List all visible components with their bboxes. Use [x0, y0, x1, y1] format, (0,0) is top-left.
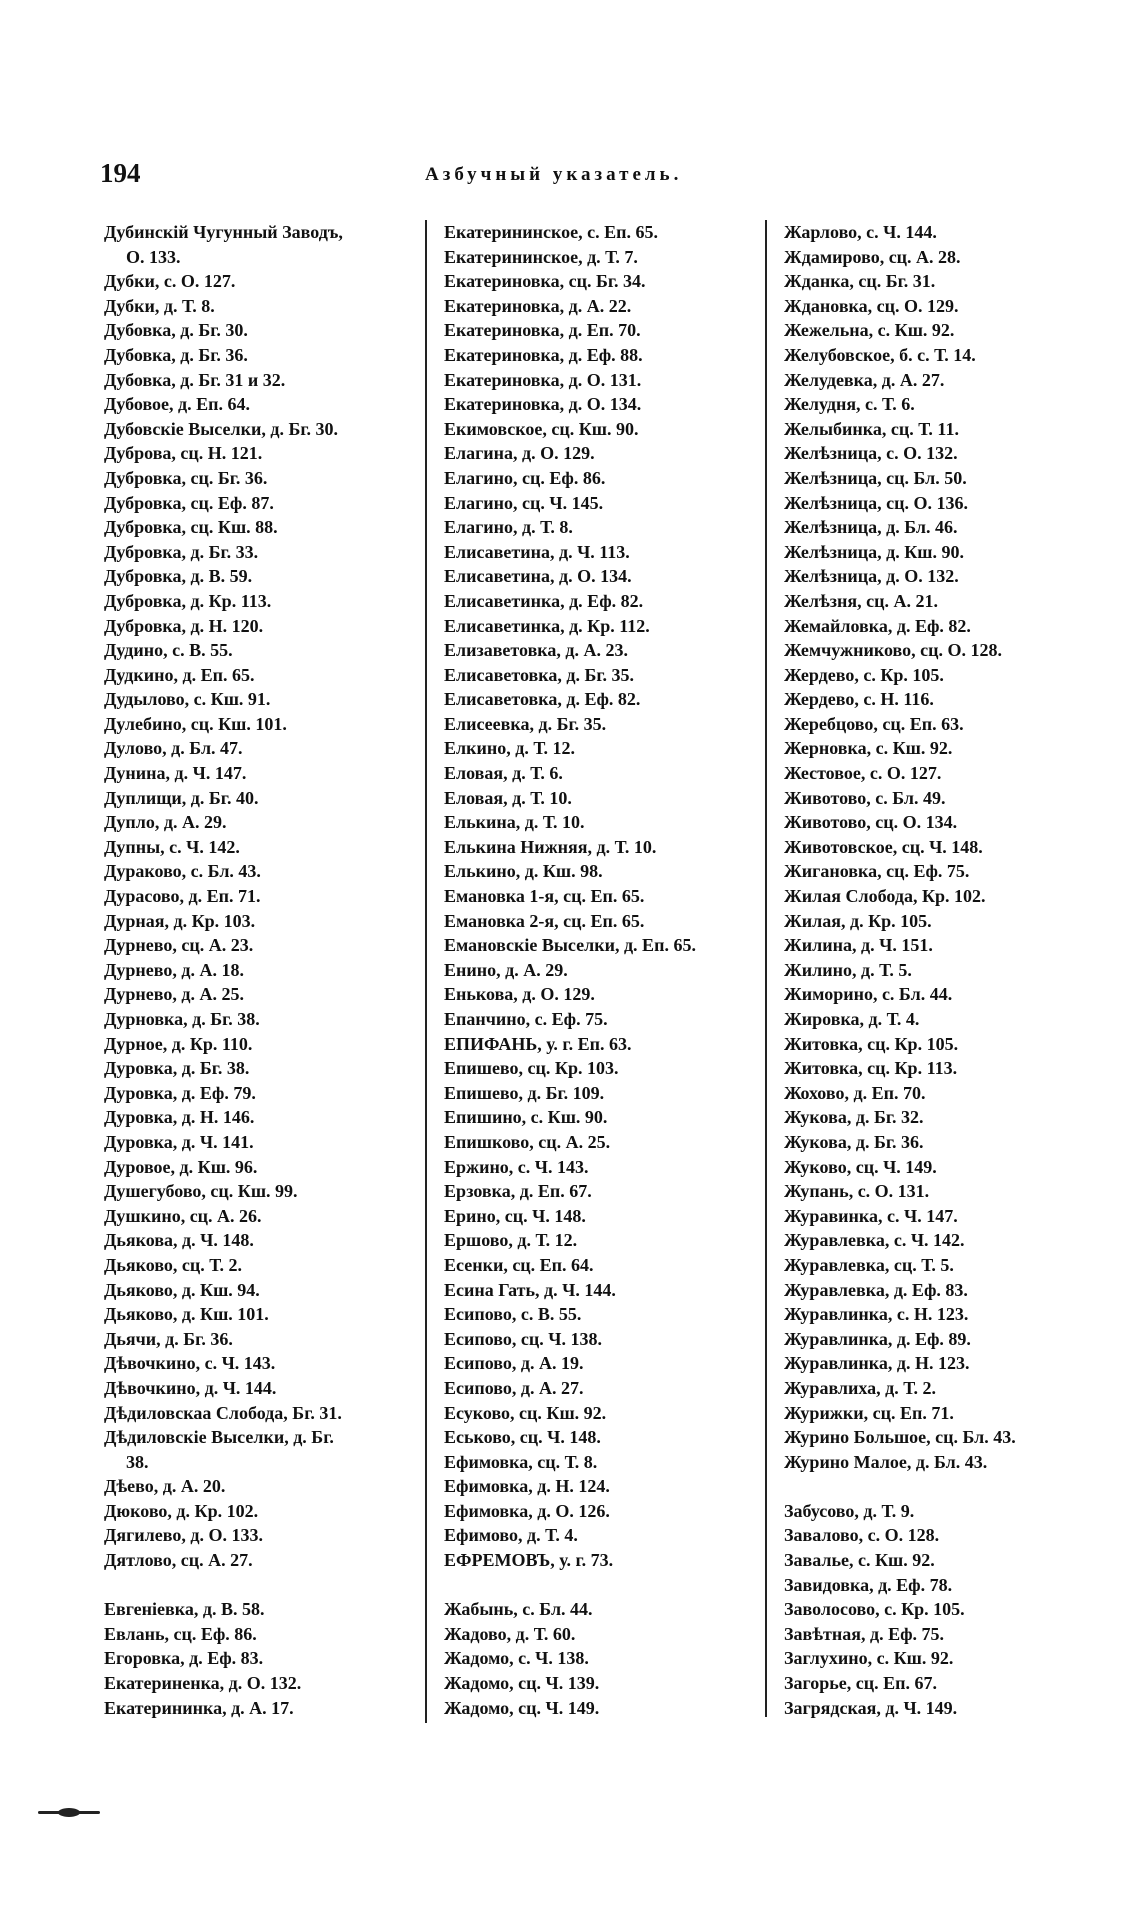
index-entry: Житовка, сц. Кр. 105.	[784, 1033, 959, 1054]
index-entry: Журино Большое, сц. Бл. 43.	[784, 1427, 1016, 1448]
index-entry: Есенки, сц. Еп. 64.	[444, 1254, 594, 1275]
index-entry: Жарлово, с. Ч. 144.	[784, 222, 937, 242]
index-entry: Екатерининское, д. Т. 7.	[444, 246, 638, 267]
index-entry: Дѣево, д. А. 20.	[104, 1476, 226, 1497]
index-entry: Желѣзница, с. О. 132.	[784, 443, 958, 464]
index-entry: Жилая Слобода, Кр. 102.	[784, 886, 986, 907]
index-entry: Елисаветинка, д. Еф. 82.	[444, 590, 644, 611]
index-entry: Дудылово, с. Кш. 91.	[104, 689, 271, 710]
index-entry: Емановка 1-я, сц. Еп. 65.	[444, 886, 645, 907]
index-entry: Дурновка, д. Бг. 38.	[104, 1009, 260, 1029]
index-entry: Екимовское, сц. Кш. 90.	[444, 418, 639, 439]
index-entry: Журавлиха, д. Т. 2.	[784, 1377, 936, 1398]
index-entry: Ефимовка, д. Н. 124.	[444, 1476, 610, 1497]
index-entry: Дьяково, сц. Т. 2.	[104, 1254, 242, 1275]
index-entry: Жданка, сц. Бг. 31.	[784, 271, 936, 292]
index-entry: Дьяково, д. Кш. 101.	[104, 1304, 269, 1325]
index-entry: Ерино, сц. Ч. 148.	[444, 1205, 586, 1226]
index-entry: Журавлинка, с. Н. 123.	[784, 1304, 969, 1325]
index-entry: Екатериновка, д. А. 22.	[444, 295, 632, 316]
index-entry: Дупны, с. Ч. 142.	[104, 836, 240, 857]
index-entry: Жилая, д. Кр. 105.	[784, 910, 932, 931]
index-entry: Дуровое, д. Кш. 96.	[104, 1156, 258, 1177]
index-entry: Дураково, с. Бл. 43.	[104, 861, 261, 882]
index-entry: Животовское, сц. Ч. 148.	[784, 836, 983, 857]
index-entry: Елисаветина, д. О. 134.	[444, 566, 632, 587]
index-entry: Желѣзня, сц. А. 21.	[784, 590, 938, 611]
index-column-1	[104, 220, 434, 1720]
index-entry: Завѣтная, д. Еф. 75.	[784, 1623, 945, 1644]
index-entry: Жохово, д. Еп. 70.	[784, 1082, 926, 1103]
index-entry: Животово, с. Бл. 49.	[784, 787, 946, 808]
index-entry: Елькино, д. Кш. 98.	[444, 861, 603, 882]
index-entry: Дьякова, д. Ч. 148.	[104, 1230, 254, 1251]
index-entry: Дубровка, сц. Кш. 88.	[104, 517, 278, 538]
index-entry: Екатерининское, с. Еп. 65.	[444, 222, 658, 242]
index-entry: Дурное, д. Кр. 110.	[104, 1033, 253, 1054]
index-entry: Дулово, д. Бл. 47.	[104, 738, 243, 759]
index-entry: Дѣдиловскаа Слобода, Бг. 31.	[104, 1402, 342, 1423]
index-entry: Елькина Нижняя, д. Т. 10.	[444, 836, 657, 857]
index-entry: Дьячи, д. Бг. 36.	[104, 1328, 233, 1349]
index-entry: Журавлевка, с. Ч. 142.	[784, 1230, 965, 1251]
index-entry: Дурнево, д. А. 18.	[104, 959, 244, 980]
index-entry: Ждамирово, сц. А. 28.	[784, 246, 961, 267]
index-entry: Дубровка, сц. Бг. 36.	[104, 467, 268, 488]
index-entry: Жеребцово, сц. Еп. 63.	[784, 713, 964, 734]
section-gap	[444, 1573, 764, 1598]
index-entry: Дятлово, сц. А. 27.	[104, 1550, 253, 1571]
index-entry: О. 133.	[126, 246, 181, 267]
index-entry: Загрядская, д. Ч. 149.	[784, 1697, 958, 1718]
index-entry: Жигановка, сц. Еф. 75.	[784, 861, 970, 882]
index-column-3	[784, 220, 1104, 1720]
index-entry: Желудевка, д. А. 27.	[784, 369, 945, 390]
column-divider	[765, 220, 767, 1717]
index-entry: Елисаветовка, д. Еф. 82.	[444, 689, 641, 710]
index-entry: Елагино, сц. Еф. 86.	[444, 467, 606, 488]
index-entry: Жестовое, с. О. 127.	[784, 763, 942, 784]
index-entry: Жуково, сц. Ч. 149.	[784, 1156, 937, 1177]
index-entry: Епишево, д. Бг. 109.	[444, 1082, 605, 1103]
index-entry: Ефимово, д. Т. 4.	[444, 1525, 578, 1546]
index-entry: Журавинка, с. Ч. 147.	[784, 1205, 958, 1226]
index-entry: Дѣвочкино, с. Ч. 143.	[104, 1353, 276, 1374]
index-entry: Дурнево, сц. А. 23.	[104, 935, 254, 956]
index-entry: Журавлевка, сц. Т. 5.	[784, 1254, 954, 1275]
index-entry: Жадово, д. Т. 60.	[444, 1623, 576, 1644]
index-entry: Епишино, с. Кш. 90.	[444, 1107, 608, 1128]
index-entry: Желудня, с. Т. 6.	[784, 394, 915, 415]
index-entry: Желубовское, б. с. Т. 14.	[784, 344, 976, 365]
index-entry: Епишево, сц. Кр. 103.	[444, 1058, 619, 1079]
index-entry: Ждановка, сц. О. 129.	[784, 295, 959, 316]
index-entry: Житовка, сц. Кр. 113.	[784, 1058, 958, 1079]
index-entry: Дубовка, д. Бг. 31 и 32.	[104, 369, 286, 390]
index-entry: Дубинскій Чугунный Заводъ,	[104, 222, 343, 242]
index-entry: Есипово, д. А. 19.	[444, 1353, 584, 1374]
index-entry: Жабынь, с. Бл. 44.	[444, 1599, 593, 1620]
index-entry: Загорье, сц. Еп. 67.	[784, 1673, 937, 1694]
index-entry: Епишково, сц. А. 25.	[444, 1131, 611, 1152]
page-header	[100, 158, 1050, 198]
index-entry: Желѣзница, д. О. 132.	[784, 566, 959, 587]
index-entry: Заволосово, с. Кр. 105.	[784, 1599, 965, 1620]
index-entry: Жилино, д. Т. 5.	[784, 959, 912, 980]
index-entry: Есипово, с. В. 55.	[444, 1304, 582, 1325]
index-entry: Елисаветовка, д. Бг. 35.	[444, 664, 635, 685]
index-entry: Елагино, д. Т. 8.	[444, 517, 573, 538]
index-entry: Дубровка, сц. Еф. 87.	[104, 492, 274, 513]
index-column-2	[444, 220, 764, 1720]
index-entry: Дубровка, д. Н. 120.	[104, 615, 264, 636]
index-entry: Жердево, с. Кр. 105.	[784, 664, 944, 685]
index-entry: Дуброва, сц. Н. 121.	[104, 443, 263, 464]
index-entry: Емановскіе Выселки, д. Еп. 65.	[444, 935, 696, 956]
index-entry: Енино, д. А. 29.	[444, 959, 568, 980]
index-entry: Душкино, сц. А. 26.	[104, 1205, 262, 1226]
index-entry: Дудино, с. В. 55.	[104, 640, 233, 661]
index-entry: Дуровка, д. Н. 146.	[104, 1107, 255, 1128]
index-entry: Ефимовка, д. О. 126.	[444, 1500, 610, 1521]
index-entry: Дубки, д. Т. 8.	[104, 295, 215, 316]
index-entry: Дубовка, д. Бг. 36.	[104, 344, 248, 365]
index-columns	[96, 220, 1106, 1740]
index-entry: Животово, сц. О. 134.	[784, 812, 958, 833]
ornament-tailpiece	[38, 1811, 100, 1814]
index-entry: Журавлинка, д. Еф. 89.	[784, 1328, 971, 1349]
index-entry: Желѣзница, д. Кш. 90.	[784, 541, 964, 562]
index-entry: 38.	[126, 1451, 149, 1472]
index-entry: Елисеевка, д. Бг. 35.	[444, 713, 607, 734]
index-entry: Елисаветинка, д. Кр. 112.	[444, 615, 650, 636]
index-entry: Дѣвочкино, д. Ч. 144.	[104, 1377, 277, 1398]
index-entry: Дягилево, д. О. 133.	[104, 1525, 263, 1546]
index-entry: Ершово, д. Т. 12.	[444, 1230, 578, 1251]
index-entry: Жемчужниково, сц. О. 128.	[784, 640, 1002, 661]
page-number: 194	[100, 158, 141, 188]
index-entry: Дурнево, д. А. 25.	[104, 984, 244, 1005]
index-entry: Желыбинка, сц. Т. 11.	[784, 418, 959, 439]
index-entry: Епанчино, с. Еф. 75.	[444, 1009, 608, 1029]
index-entry: Журавлевка, д. Еф. 83.	[784, 1279, 968, 1300]
index-entry: Жемайловка, д. Еф. 82.	[784, 615, 971, 636]
index-entry: Жукова, д. Бг. 32.	[784, 1107, 924, 1128]
index-entry: Елизаветовка, д. А. 23.	[444, 640, 628, 661]
index-entry: Евгеніевка, д. В. 58.	[104, 1599, 265, 1620]
index-entry: Дуплищи, д. Бг. 40.	[104, 787, 259, 808]
index-entry: Елагино, сц. Ч. 145.	[444, 492, 604, 513]
index-entry: Дупло, д. А. 29.	[104, 812, 227, 833]
index-entry: Желѣзница, д. Бл. 46.	[784, 517, 958, 538]
index-entry: Жировка, д. Т. 4.	[784, 1009, 920, 1029]
index-entry: Еловая, д. Т. 10.	[444, 787, 572, 808]
index-entry: Жадомо, с. Ч. 138.	[444, 1648, 589, 1669]
index-entry: Дунина, д. Ч. 147.	[104, 763, 247, 784]
index-entry: Дубровка, д. В. 59.	[104, 566, 253, 587]
index-entry: ЕФРЕМОВЪ, у. г. 73.	[444, 1550, 614, 1571]
index-entry: Есина Гать, д. Ч. 144.	[444, 1279, 616, 1300]
index-entry: Есуково, сц. Кш. 92.	[444, 1402, 607, 1423]
index-entry: Елисаветина, д. Ч. 113.	[444, 541, 630, 562]
index-entry: Ефимовка, сц. Т. 8.	[444, 1451, 598, 1472]
running-title: Азбучный указатель.	[425, 164, 683, 185]
index-entry: Забусово, д. Т. 9.	[784, 1500, 915, 1521]
index-entry: Елкино, д. Т. 12.	[444, 738, 576, 759]
index-entry: Дубовое, д. Еп. 64.	[104, 394, 251, 415]
index-entry: Екатерининка, д. А. 17.	[104, 1697, 294, 1718]
index-entry: Журавлинка, д. Н. 123.	[784, 1353, 970, 1374]
index-entry: Ерзовка, д. Еп. 67.	[444, 1181, 592, 1202]
index-entry: Завидовка, д. Еф. 78.	[784, 1574, 953, 1595]
index-entry: Елькина, д. Т. 10.	[444, 812, 585, 833]
index-entry: Екатериновка, д. О. 134.	[444, 394, 642, 415]
index-entry: Дѣдиловскіе Выселки, д. Бг.	[104, 1427, 334, 1448]
index-entry: ЕПИФАНЬ, у. г. Еп. 63.	[444, 1033, 632, 1054]
index-entry: Жилина, д. Ч. 151.	[784, 935, 933, 956]
index-entry: Дубовскіе Выселки, д. Бг. 30.	[104, 418, 338, 439]
index-entry: Журижки, сц. Еп. 71.	[784, 1402, 954, 1423]
index-entry: Дьяково, д. Кш. 94.	[104, 1279, 260, 1300]
index-entry: Екатериненка, д. О. 132.	[104, 1673, 302, 1694]
index-entry: Дубровка, д. Кр. 113.	[104, 590, 272, 611]
index-entry: Дубки, с. О. 127.	[104, 271, 236, 292]
index-entry: Жукова, д. Бг. 36.	[784, 1131, 924, 1152]
index-entry: Еловая, д. Т. 6.	[444, 763, 563, 784]
index-entry: Дулебино, сц. Кш. 101.	[104, 713, 287, 734]
index-entry: Дурасово, д. Еп. 71.	[104, 886, 261, 907]
index-entry: Ержино, с. Ч. 143.	[444, 1156, 589, 1177]
index-entry: Еськово, сц. Ч. 148.	[444, 1427, 601, 1448]
index-entry: Журино Малое, д. Бл. 43.	[784, 1451, 988, 1472]
section-gap	[104, 1573, 434, 1598]
section-gap	[784, 1474, 1104, 1499]
index-entry: Жадомо, сц. Ч. 139.	[444, 1673, 600, 1694]
index-entry: Екатериновка, д. Еф. 88.	[444, 344, 643, 365]
index-entry: Завалово, с. О. 128.	[784, 1525, 940, 1546]
index-entry: Дуровка, д. Еф. 79.	[104, 1082, 256, 1103]
index-entry: Екатериновка, сц. Бг. 34.	[444, 271, 646, 292]
column-divider	[425, 220, 427, 1723]
index-entry: Дуровка, д. Ч. 141.	[104, 1131, 254, 1152]
index-entry: Жерновка, с. Кш. 92.	[784, 738, 953, 759]
index-entry: Дубовка, д. Бг. 30.	[104, 320, 248, 341]
index-entry: Есипово, д. А. 27.	[444, 1377, 584, 1398]
index-entry: Есипово, сц. Ч. 138.	[444, 1328, 602, 1349]
index-entry: Дубровка, д. Бг. 33.	[104, 541, 259, 562]
index-entry: Жердево, с. Н. 116.	[784, 689, 934, 710]
index-entry: Елагина, д. О. 129.	[444, 443, 595, 464]
index-entry: Емановка 2-я, сц. Еп. 65.	[444, 910, 645, 931]
index-entry: Душегубово, сц. Кш. 99.	[104, 1181, 298, 1202]
index-entry: Екатериновка, д. О. 131.	[444, 369, 642, 390]
index-entry: Заглухино, с. Кш. 92.	[784, 1648, 954, 1669]
index-entry: Дурная, д. Кр. 103.	[104, 910, 256, 931]
index-entry: Дюково, д. Кр. 102.	[104, 1500, 259, 1521]
index-entry: Жадомо, сц. Ч. 149.	[444, 1697, 600, 1718]
index-entry: Евлань, сц. Еф. 86.	[104, 1623, 257, 1644]
index-entry: Дудкино, д. Еп. 65.	[104, 664, 255, 685]
index-entry: Жежельна, с. Кш. 92.	[784, 320, 955, 341]
index-entry: Жиморино, с. Бл. 44.	[784, 984, 953, 1005]
index-entry: Егоровка, д. Еф. 83.	[104, 1648, 264, 1669]
index-entry: Желѣзница, сц. Бл. 50.	[784, 467, 967, 488]
index-entry: Жупань, с. О. 131.	[784, 1181, 930, 1202]
index-entry: Екатериновка, д. Еп. 70.	[444, 320, 641, 341]
index-entry: Завалье, с. Кш. 92.	[784, 1550, 935, 1571]
index-entry: Дуровка, д. Бг. 38.	[104, 1058, 250, 1079]
index-entry: Желѣзница, сц. О. 136.	[784, 492, 968, 513]
index-entry: Енькова, д. О. 129.	[444, 984, 595, 1005]
